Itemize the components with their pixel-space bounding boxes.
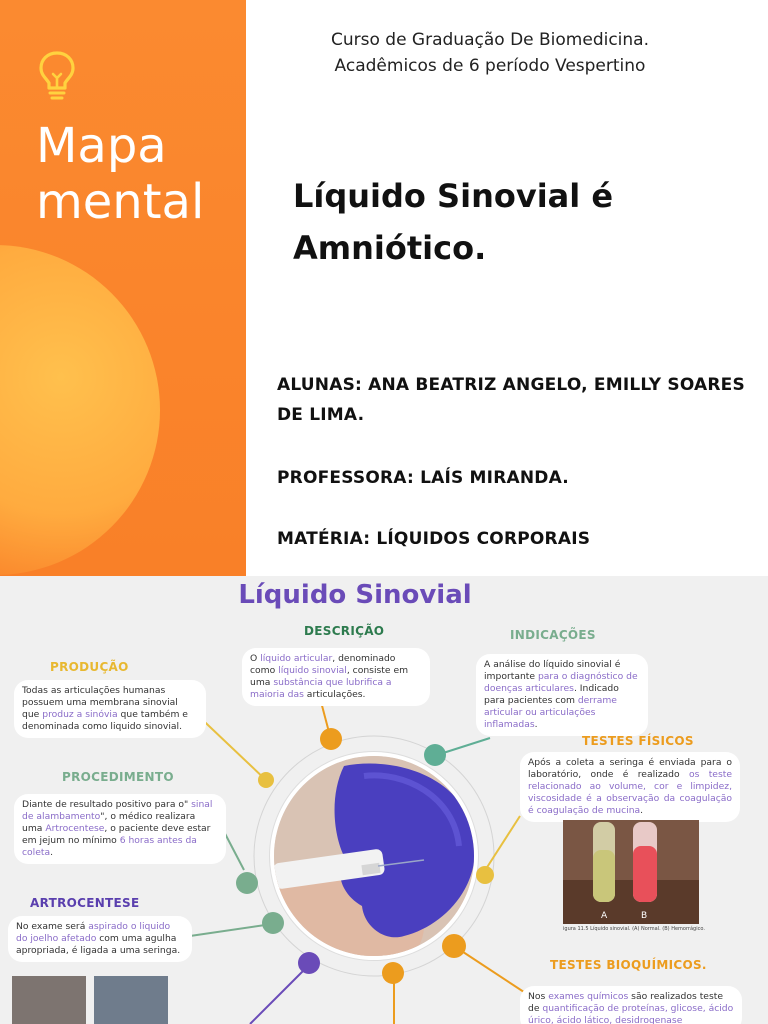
- artrocentese-heading: ARTROCENTESE: [30, 896, 140, 910]
- node-procedimento: [236, 872, 258, 894]
- node-indicacoes: [424, 744, 446, 766]
- producao-heading: PRODUÇÃO: [50, 660, 129, 674]
- decorative-glow: [0, 245, 160, 575]
- procedimento-heading: PROCEDIMENTO: [62, 770, 174, 784]
- testes-fisicos-heading: TESTES FÍSICOS: [582, 734, 694, 748]
- testes-bioquimicos-bubble: Nos exames químicos são realizados teste de quantificação de proteínas, glicose, ácido úrico, ácido lático, desidrogenase: [520, 986, 742, 1024]
- map-title: Líquido Sinovial: [238, 580, 472, 610]
- subject-line: MATÉRIA: LÍQUIDOS CORPORAIS: [277, 529, 591, 549]
- indicacoes-bubble: A análise do líquido sinovial é importante para o diagnóstico de doenças articulares. Indicado para pacientes com derrame articular ou articulações inflamadas.: [476, 654, 648, 736]
- node-testes-bioquimicos: [442, 934, 466, 958]
- procedimento-bubble: Diante de resultado positivo para o" sinal de alambamento", o médico realizara uma Artrocentese, o paciente deve estar em jejum no mínimo 6 horas antes da coleta.: [14, 794, 226, 864]
- descricao-bubble: O líquido articular, denominado como líquido sinovial, consiste em uma substância que lubrifica a maioria das articulações.: [242, 648, 430, 706]
- professor-line: PROFESSORA: LAÍS MIRANDA.: [277, 468, 569, 488]
- node-producao: [258, 772, 274, 788]
- synovial-fluid-tubes-photo: [563, 820, 699, 924]
- producao-bubble: Todas as articulações humanas possuem uma membrana sinovial que produz a sinóvia que também e denominada como liquido sinovial.: [14, 680, 206, 738]
- lightbulb-icon: [38, 50, 76, 102]
- procedure-thumbnail-1: [12, 976, 86, 1024]
- indicacoes-heading: INDICAÇÕES: [510, 628, 596, 642]
- testes-fisicos-bubble: Após a coleta a seringa é enviada para o laboratório, onde é realizado os teste relacionado ao volume, cor e limpidez, viscosidade é a observação da coagulação é coagulação de mucina.: [520, 752, 740, 822]
- descricao-heading: DESCRIÇÃO: [304, 624, 385, 638]
- node-purple: [298, 952, 320, 974]
- procedure-thumbnail-2: [94, 976, 168, 1024]
- orange-panel: [0, 0, 246, 576]
- node-orange-bottom: [382, 962, 404, 984]
- document-title: Líquido Sinovial é Amniótico.: [293, 177, 614, 267]
- central-procedure-photo: [270, 752, 478, 960]
- node-artrocentese: [262, 912, 284, 934]
- mind-map-label: Mapa mental: [36, 118, 205, 230]
- node-descricao: [320, 728, 342, 750]
- testes-bioquimicos-heading: TESTES BIOQUÍMICOS.: [550, 958, 707, 972]
- mind-map: [0, 576, 768, 1024]
- artrocentese-bubble: No exame será aspirado o liquido do joelho afetado com uma agulha apropriada, é ligada a uma seringa.: [8, 916, 192, 962]
- course-line-2: Acadêmicos de 6 período Vespertino: [334, 56, 646, 76]
- tube-label-b: B: [641, 911, 648, 921]
- course-line-1: Curso de Graduação De Biomedicina.: [330, 30, 650, 50]
- node-testes-fisicos: [476, 866, 494, 884]
- students-line: ALUNAS: ANA BEATRIZ ANGELO, EMILLY SOARES DE LIMA.: [277, 375, 745, 425]
- figure-caption: igura 11.5 Líquido sinovial. (A) Normal. (B) Hemorrágico.: [563, 926, 705, 932]
- tube-label-a: A: [601, 911, 608, 921]
